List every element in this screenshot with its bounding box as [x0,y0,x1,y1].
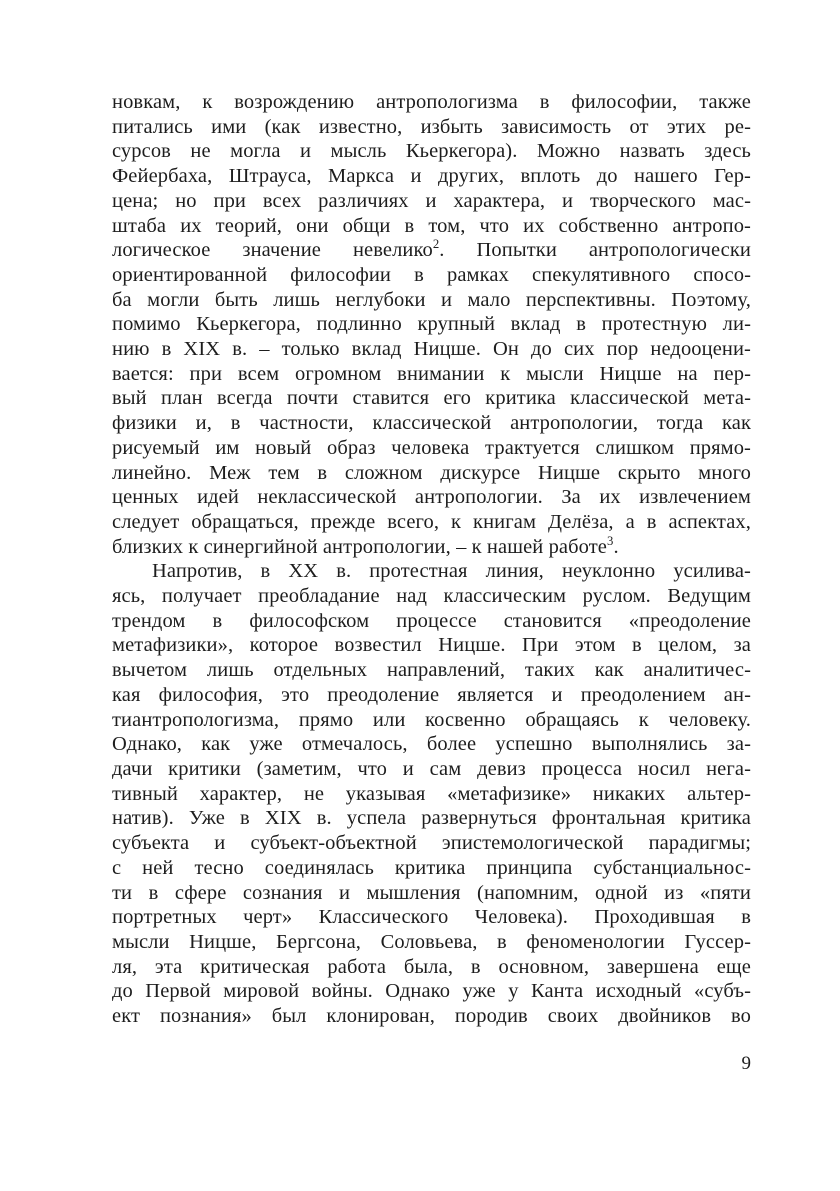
text-line: логическое значение невелико$^2$. Попытки антропологически [112,237,751,262]
text-line: вается: при всем огромном внимании к мысли Ницше на пер- [112,362,751,385]
text-line: дачи критики (заметим, что и сам девиз процесса носил нега- [112,757,751,780]
footnote-marker: 2 [432,237,440,252]
text-line: сурсов не могла и мысль Кьеркегора). Можно назвать здесь [112,140,751,163]
text-line: тиантропологизма, прямо или косвенно обращаясь к человеку. [112,708,751,731]
text-line: рисуемый им новый образ человека трактуется слишком прямо- [112,436,751,459]
text-line: субъекта и субъект-объектной эпистемологической парадигмы; [112,832,751,855]
page-number: 9 [741,1053,751,1074]
text-line: портретных черт» Классического Человека). Проходившая в [112,906,751,929]
text-line: физики и, в частности, классической антропологии, тогда как [112,412,751,435]
text-line: штаба их теорий, они общи в том, что их собственно антропо- [112,214,751,237]
text-line: натив). Уже в XIX в. успела развернуться фронтальная критика [112,807,751,830]
text-line: Фейербаха, Штрауса, Маркса и других, вплоть до нашего Гер- [112,165,751,188]
text-line: Однако, как уже отмечалось, более успешно выполнялись за- [112,733,751,756]
text-line: ба могли быть лишь неглубоки и мало перспективны. Поэтому, [112,288,751,311]
text-line: помимо Кьеркегора, подлинно крупный вклад в протестную ли- [112,313,751,336]
text-line: ти в сфере сознания и мышления (напомним, одной из «пяти [112,881,751,904]
text-line: мысли Ницше, Бергсона, Соловьева, в феноменологии Гуссер- [112,930,751,953]
text-line: нию в XIX в. – только вклад Ницше. Он до сих пор недооцени- [112,338,751,361]
text-line: Напротив, в XX в. протестная линия, неуклонно усилива- [152,560,751,583]
text-line: ля, эта критическая работа была, в основном, завершена еще [112,955,751,978]
page-text [112,90,751,1029]
text-line: вычетом лишь отдельных направлений, таких как аналитичес- [112,659,751,682]
text-line: тивный характер, не указывая «метафизике» никаких альтер- [112,782,751,805]
text-line: новкам, к возрождению антропологизма в философии, также [112,91,751,113]
text-line: вый план всегда почти ставится его критика классической мета- [112,387,751,410]
text-line: ясь, получает преобладание над классическим руслом. Ведущим [112,585,751,608]
text-line: питались ими (как известно, избыть зависимость от этих ре- [112,115,751,138]
text-line: трендом в философском процессе становится «преодоление [112,609,751,632]
text-line: кая философия, это преодоление является и преодолением ан- [112,683,751,706]
footnote-marker: 3 [607,533,614,548]
text-line: цена; но при всех различиях и характера, и творческого мас- [112,189,751,212]
text-line: линейно. Меж тем в сложном дискурсе Ницше скрыто много [112,461,751,484]
text-line: до Первой мировой войны. Однако уже у Канта исходный «субъ- [112,980,751,1003]
text-line: ориентированной философии в рамках спекулятивного спосо- [112,263,751,286]
text-line: близких к синергийной антропологии, – к нашей работе$^3$. [112,533,619,558]
text-line: следует обращаться, прежде всего, к книгам Делёза, а в аспектах, [112,510,751,533]
text-line: метафизики», которое возвестил Ницше. При этом в целом, за [112,634,751,657]
text-line: ценных идей неклассической антропологии. За их извлечением [112,486,751,509]
text-line: с ней тесно соединялась критика принципа субстанциальнос- [112,856,751,879]
text-line: ект познания» был клонирован, породив своих двойников во [112,1005,751,1028]
